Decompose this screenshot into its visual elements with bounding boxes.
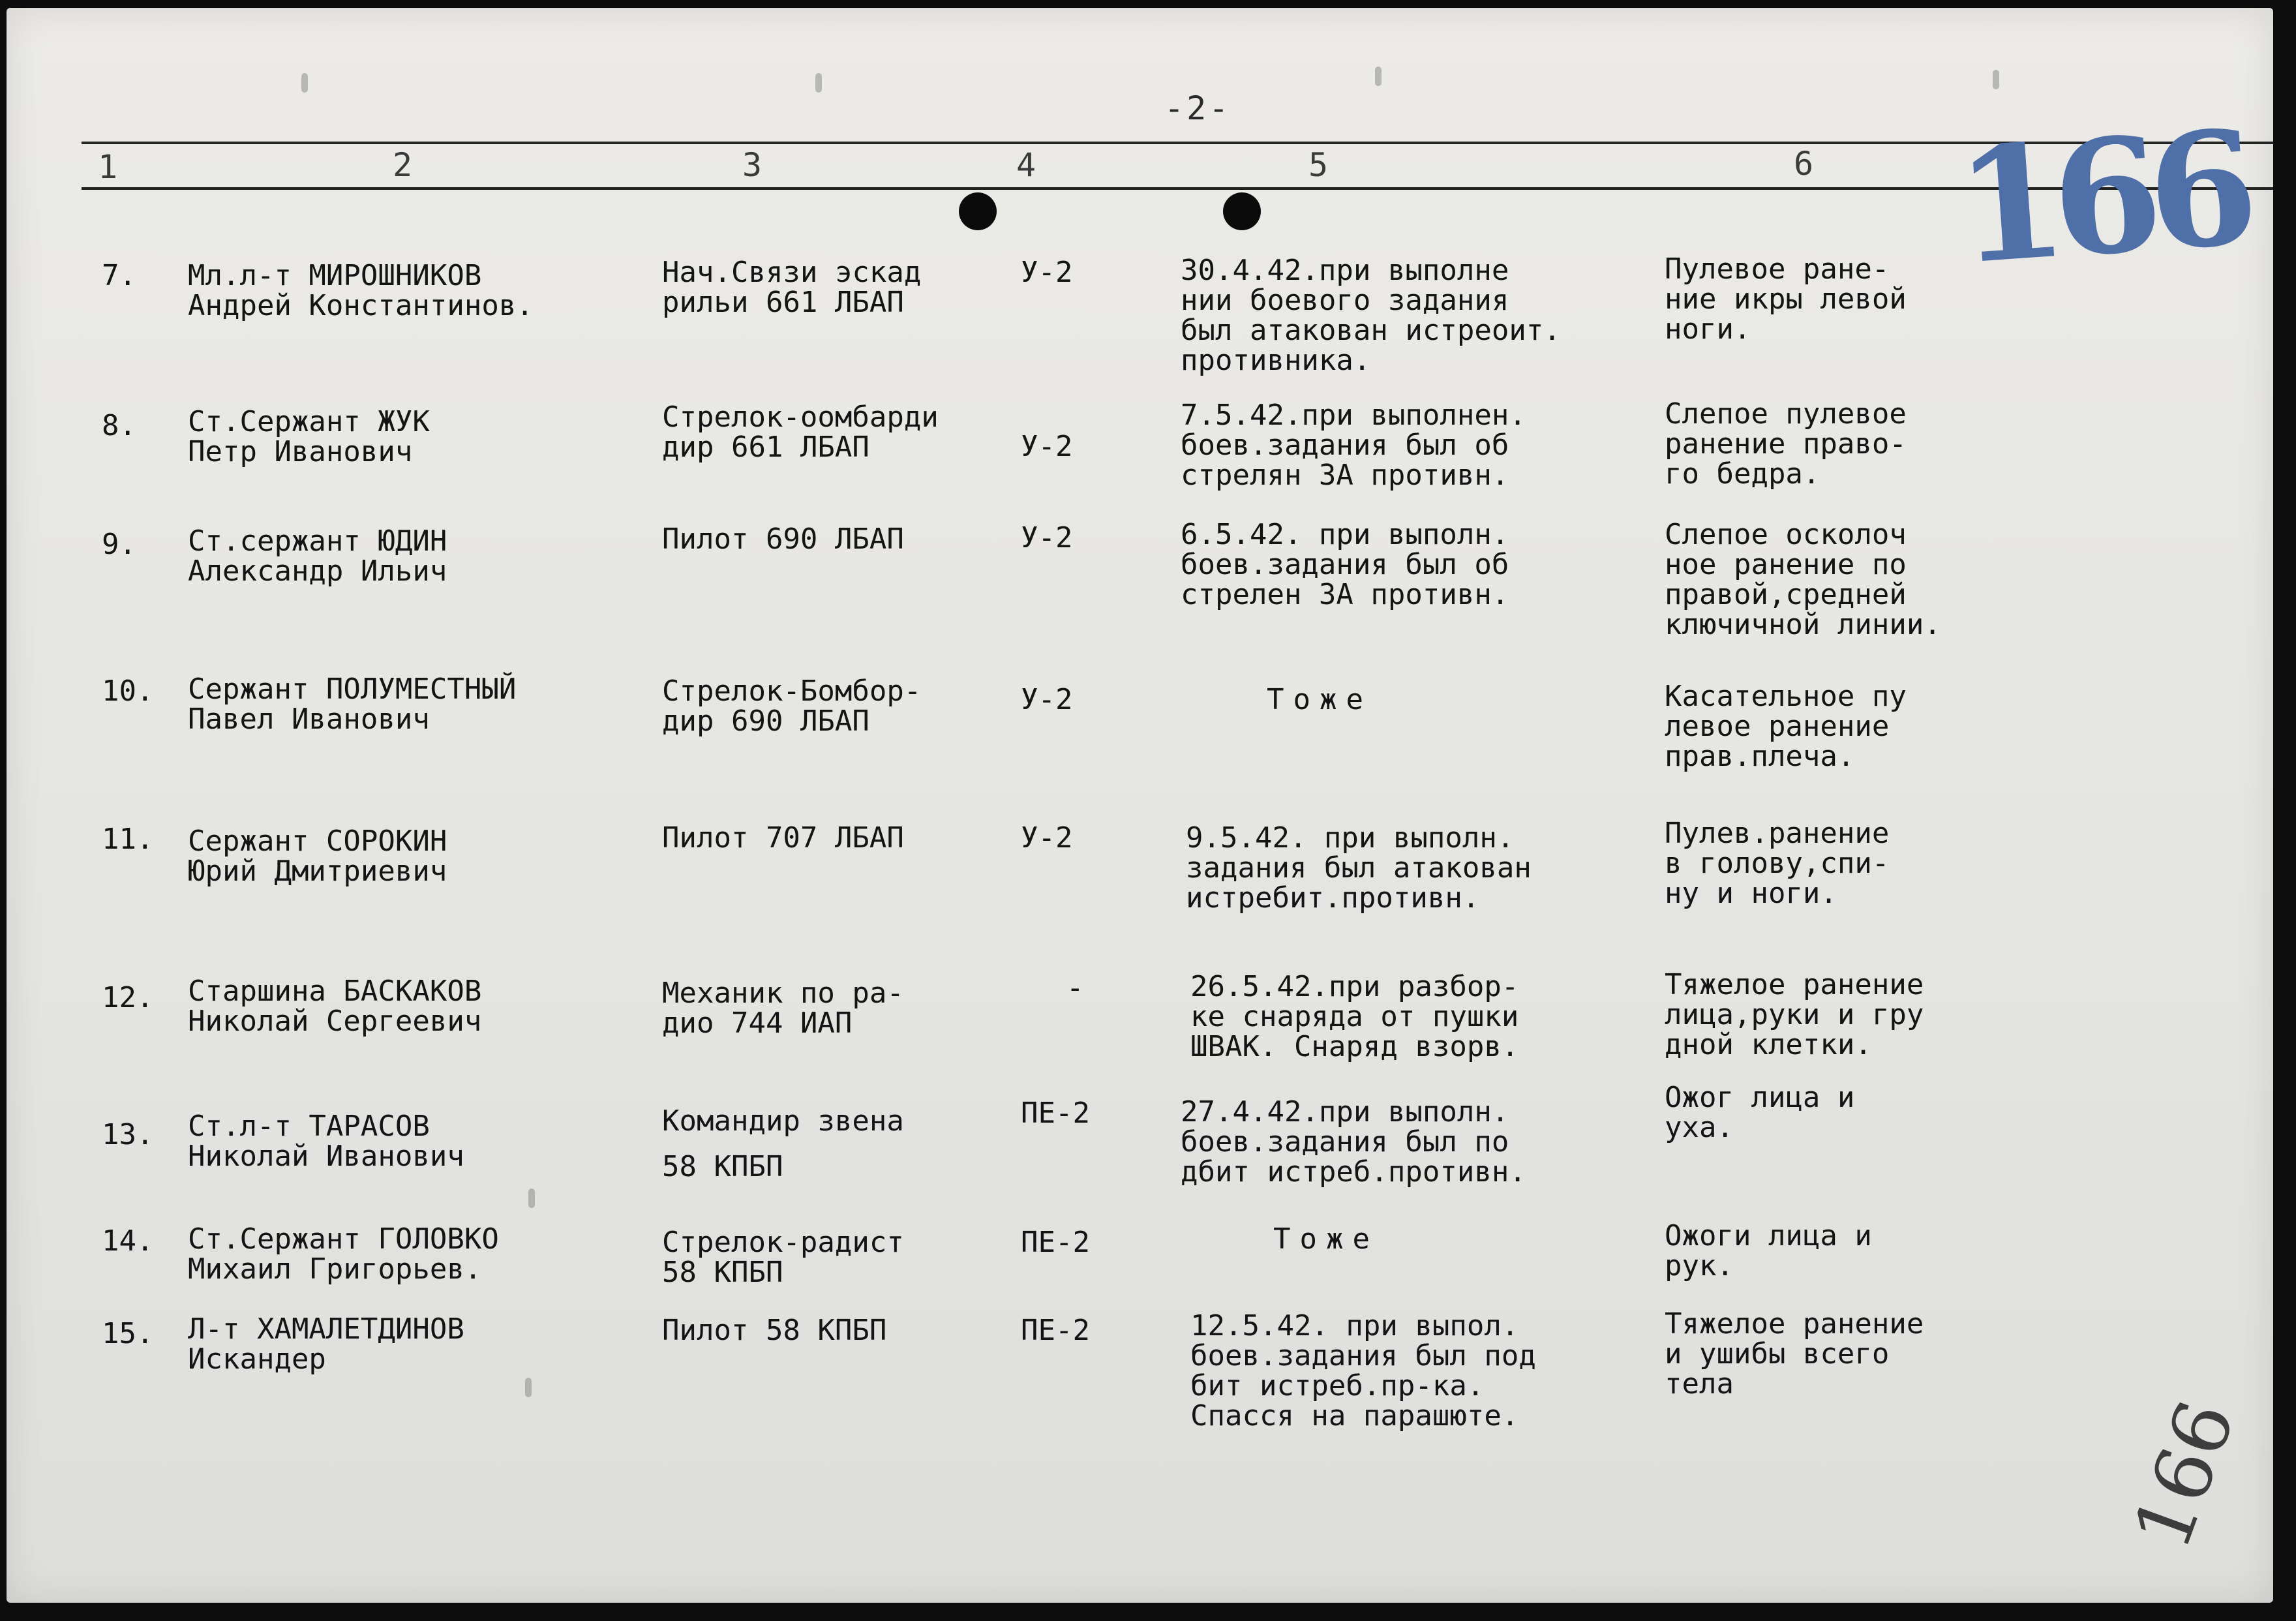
row-number: 11. <box>102 823 154 856</box>
row-number: 7. <box>102 259 136 292</box>
person-position: Командир звена 58 КПБП <box>662 1104 904 1183</box>
aircraft-type: ПЕ-2 <box>1021 1314 1090 1347</box>
aircraft-type: ПЕ-2 <box>1021 1097 1090 1130</box>
person-name: Старшина БАСКАКОВ Николай Сергеевич <box>188 975 482 1038</box>
person-position: Стрелок-радист 58 КПБП <box>662 1226 904 1289</box>
pin-mark <box>1375 67 1382 86</box>
person-position: Стрелок-оомбарди дир 661 ЛБАП <box>662 401 939 464</box>
column-header-5: 5 <box>1308 146 1329 184</box>
pin-mark <box>301 73 308 93</box>
injury: Слепое осколоч ное ранение по правой,средней ключичной линии. <box>1665 518 1941 641</box>
circumstances: 7.5.42.при выполнен. боев.задания был об стрелян ЗА противн. <box>1181 399 1526 492</box>
aircraft-type: У-2 <box>1021 683 1073 716</box>
circumstances: 12.5.42. при выпол. боев.задания был под бит истреб.пр-ка. Спасся на парашюте. <box>1190 1309 1536 1432</box>
circumstances: Тоже <box>1267 683 1372 716</box>
column-header-2: 2 <box>393 146 413 184</box>
aircraft-type: У-2 <box>1021 821 1073 855</box>
circumstances: 26.5.42.при разбор- ке снаряда от пушки ШВАК. Снаряд взорв. <box>1190 970 1519 1063</box>
person-position: Стрелок-Бомбор- дир 690 ЛБАП <box>662 674 922 738</box>
person-name: Ст.Сержант ЖУК Петр Иванович <box>188 405 430 468</box>
aircraft-type: - <box>1066 971 1084 1005</box>
aircraft-type: У-2 <box>1021 256 1073 289</box>
row-number: 10. <box>102 674 154 708</box>
row-number: 13. <box>102 1118 154 1151</box>
injury: Пулев.ранение в голову,спи- ну и ноги. <box>1665 817 1890 910</box>
archive-number-handwritten: 166 <box>1950 95 2251 300</box>
person-position: Пилот 690 ЛБАП <box>662 523 904 556</box>
person-position: Пилот 707 ЛБАП <box>662 821 904 855</box>
person-name: Л-т ХАМАЛЕТДИНОВ Искандер <box>188 1312 464 1376</box>
person-position: Пилот 58 КПБП <box>662 1314 887 1347</box>
injury: Тяжелое ранение и ушибы всего тела <box>1665 1307 1924 1401</box>
page-number: -2- <box>1164 89 1231 127</box>
person-name: Мл.л-т МИРОШНИКОВ Андрей Константинов. <box>188 259 534 322</box>
person-name: Сержант ПОЛУМЕСТНЫЙ Павел Иванович <box>188 673 517 736</box>
pin-mark <box>1993 70 1999 89</box>
row-number: 14. <box>102 1224 154 1258</box>
injury: Касательное пу левое ранение прав.плеча. <box>1665 680 1907 773</box>
aircraft-type: У-2 <box>1021 430 1073 463</box>
row-number: 15. <box>102 1317 154 1350</box>
column-header-4: 4 <box>1016 146 1036 184</box>
injury: Тяжелое ранение лица,руки и гру дной клетки. <box>1665 968 1924 1061</box>
aircraft-type: У-2 <box>1021 521 1073 554</box>
circumstances: 9.5.42. при выполн. задания был атакован истребит.противн. <box>1186 821 1532 915</box>
person-position: Механик по ра- дио 744 ИАП <box>662 977 904 1040</box>
row-number: 8. <box>102 409 136 442</box>
circumstances: 30.4.42.при выполне нии боевого задания был атакован истреоит. противника. <box>1181 254 1561 377</box>
pin-mark <box>528 1189 535 1208</box>
circumstances: 6.5.42. при выполн. боев.задания был об стрелен ЗА противн. <box>1181 518 1509 611</box>
row-number: 12. <box>102 981 154 1014</box>
aircraft-type: ПЕ-2 <box>1021 1226 1090 1259</box>
person-name: Ст.л-т ТАРАСОВ Николай Иванович <box>188 1110 464 1173</box>
pin-mark <box>525 1378 532 1397</box>
row-number: 9. <box>102 528 136 561</box>
archive-number-pencil: 166 <box>2117 1389 2254 1561</box>
document-sheet <box>7 8 2273 1603</box>
person-name: Ст.сержант ЮДИН Александр Ильич <box>188 524 447 588</box>
person-name: Сержант СОРОКИН Юрий Дмитриевич <box>188 825 447 888</box>
column-header-3: 3 <box>742 146 763 184</box>
punch-hole-left <box>959 192 997 230</box>
person-name: Ст.Сержант ГОЛОВКО Михаил Григорьев. <box>188 1222 499 1286</box>
punch-hole-right <box>1223 192 1261 230</box>
injury: Ожог лица и уха. <box>1665 1081 1855 1144</box>
injury: Пулевое ране- ние икры левой ноги. <box>1665 252 1907 346</box>
column-header-1: 1 <box>98 148 118 186</box>
person-position: Нач.Связи эскад рильи 661 ЛБАП <box>662 256 922 319</box>
injury: Ожоги лица и рук. <box>1665 1219 1872 1282</box>
injury: Слепое пулевое ранение право- го бедра. <box>1665 397 1907 491</box>
circumstances: 27.4.42.при выполн. боев.задания был по дбит истреб.противн. <box>1181 1095 1526 1189</box>
header-rule-bottom <box>82 187 2273 190</box>
pin-mark <box>815 73 822 93</box>
header-rule-top <box>82 142 2273 144</box>
column-header-6: 6 <box>1794 145 1814 183</box>
circumstances: Тоже <box>1273 1222 1379 1256</box>
